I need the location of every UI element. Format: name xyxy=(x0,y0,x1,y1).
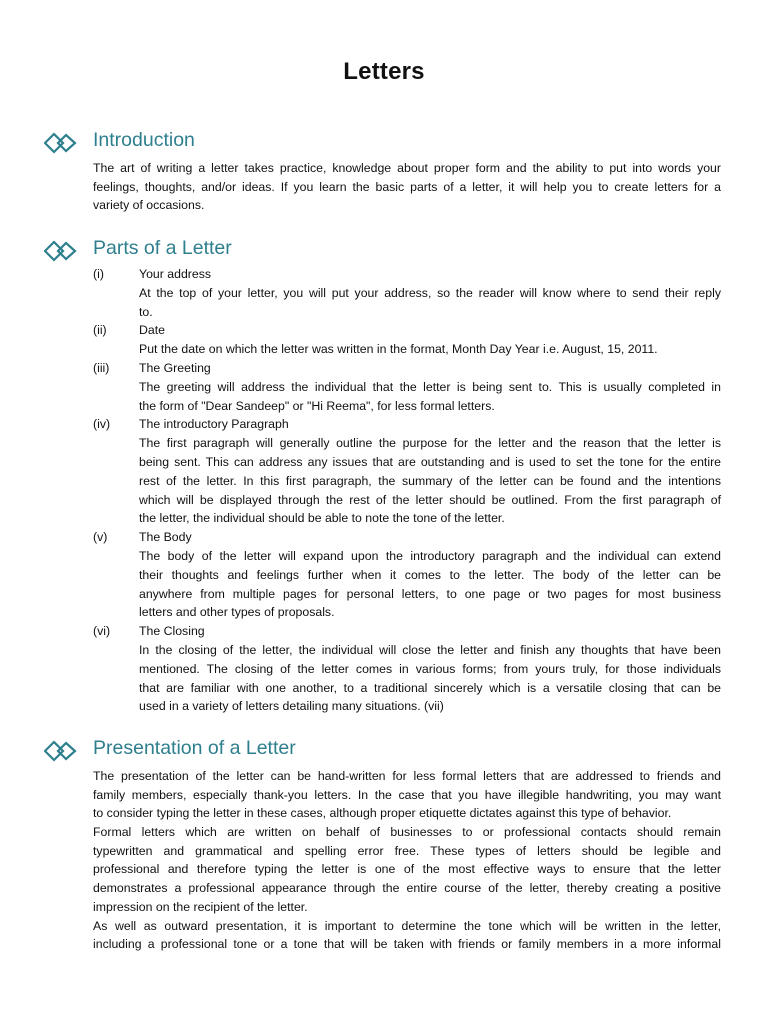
text-line: family members, especially thank-you letters. In the case that you have illegible handwriting, you may want xyxy=(93,787,721,802)
text-line: the form of "Dear Sandeep" or "Hi Reema", for less formal letters. xyxy=(139,398,495,413)
list-item-title: The Greeting xyxy=(139,360,211,375)
list-item-number: (i) xyxy=(93,267,104,281)
list-item-title: Date xyxy=(139,323,165,338)
text-line: demonstrates a professional appearance through the entire course of the letter, thereby creating a positive xyxy=(93,881,721,896)
list-item-title: The Body xyxy=(139,530,192,545)
text-line: Formal letters which are written on behalf of businesses to or professional contacts should remain xyxy=(93,825,721,840)
section-heading: Parts of a Letter xyxy=(93,237,232,259)
text-line: used in a variety of letters detailing many situations. (vii) xyxy=(139,699,444,714)
list-item-number: (iv) xyxy=(93,417,111,432)
text-line: which will be displayed through the rest of the letter should be outlined. From the first paragraph of xyxy=(139,492,721,507)
text-line: In the closing of the letter, the individual will close the letter and finish any thoughts that have been xyxy=(139,642,721,657)
text-line: to consider typing the letter in these cases, although proper etiquette dictates against this type of behavior. xyxy=(93,806,672,821)
text-line: The greeting will address the individual that the letter is being sent to. This is usually completed in xyxy=(139,379,721,394)
text-line: letters and other types of proposals. xyxy=(139,605,335,620)
list-item-number: (ii) xyxy=(93,323,107,338)
text-line: Put the date on which the letter was written in the format, Month Day Year i.e. August, 15, 2011. xyxy=(139,342,658,357)
text-line: anywhere from multiple pages for personal letters, to one page or two pages for most business xyxy=(139,586,721,601)
text-line: The presentation of the letter can be hand-written for less formal letters that are addressed to friends and xyxy=(93,769,721,783)
text-line: including a professional tone or a tone that will be taken with friends or family members in a more informal xyxy=(93,937,721,952)
paragraph xyxy=(93,767,721,954)
list-item-number: (iii) xyxy=(93,360,110,375)
list-item-number: (v) xyxy=(93,530,108,545)
text-line: their thoughts and feelings further when it comes to the letter. The body of the letter can be xyxy=(139,567,721,582)
text-line: to. xyxy=(139,304,153,319)
list-item-title: Your address xyxy=(139,267,212,281)
list-item-title: The introductory Paragraph xyxy=(139,417,289,432)
section-heading: Presentation of a Letter xyxy=(93,737,296,759)
list-item xyxy=(93,321,721,359)
text-line: impression on the recipient of the letter. xyxy=(93,899,308,914)
text-line: At the top of your letter, you will put your address, so the reader will know where to send their reply xyxy=(139,285,721,300)
text-line: mentioned. The closing of the letter comes in various forms; from yours truly, for those individuals xyxy=(139,661,721,676)
list-item xyxy=(93,359,721,415)
list-item xyxy=(93,622,721,716)
diamond-pair-icon xyxy=(44,132,78,154)
text-line: feelings, thoughts, and/or ideas. If you learn the basic parts of a letter, it will help you to create letters for a xyxy=(93,179,721,194)
list-item xyxy=(93,415,721,528)
diamond-pair-icon xyxy=(44,240,78,262)
text-line: The body of the letter will expand upon the introductory paragraph and the individual can extend xyxy=(139,548,721,563)
text-line: The art of writing a letter takes practice, knowledge about proper form and the ability to put into words your xyxy=(93,161,721,175)
text-line: typewritten and grammatical and spelling error free. These types of letters should be legible and xyxy=(93,843,721,858)
list-item xyxy=(93,265,721,321)
list-item xyxy=(93,528,721,622)
section-heading: Introduction xyxy=(93,129,195,151)
text-line: the letter, the individual should be able to note the tone of the letter. xyxy=(139,511,505,526)
text-line: that are familiar with one another, to a traditional sincerely which is a versatile closing that can be xyxy=(139,680,721,695)
text-line: being sent. This can address any issues that are outstanding and is used to set the tone for the entire xyxy=(139,454,721,469)
parts-list xyxy=(93,265,721,716)
text-line: professional and therefore typing the letter is one of the most effective ways to ensure that the letter xyxy=(93,862,721,877)
list-item-number: (vi) xyxy=(93,624,111,639)
text-line: As well as outward presentation, it is important to determine the tone which will be written in the letter, xyxy=(93,918,721,933)
diamond-pair-icon xyxy=(44,740,78,762)
text-line: rest of the letter. In this first paragraph, the summary of the letter can be found and the intentions xyxy=(139,473,721,488)
document-title: Letters xyxy=(343,58,425,85)
text-line: variety of occasions. xyxy=(93,198,205,213)
list-item-title: The Closing xyxy=(139,624,205,639)
text-line: The first paragraph will generally outline the purpose for the letter and the reason that the letter is xyxy=(139,436,721,451)
paragraph xyxy=(93,159,721,215)
